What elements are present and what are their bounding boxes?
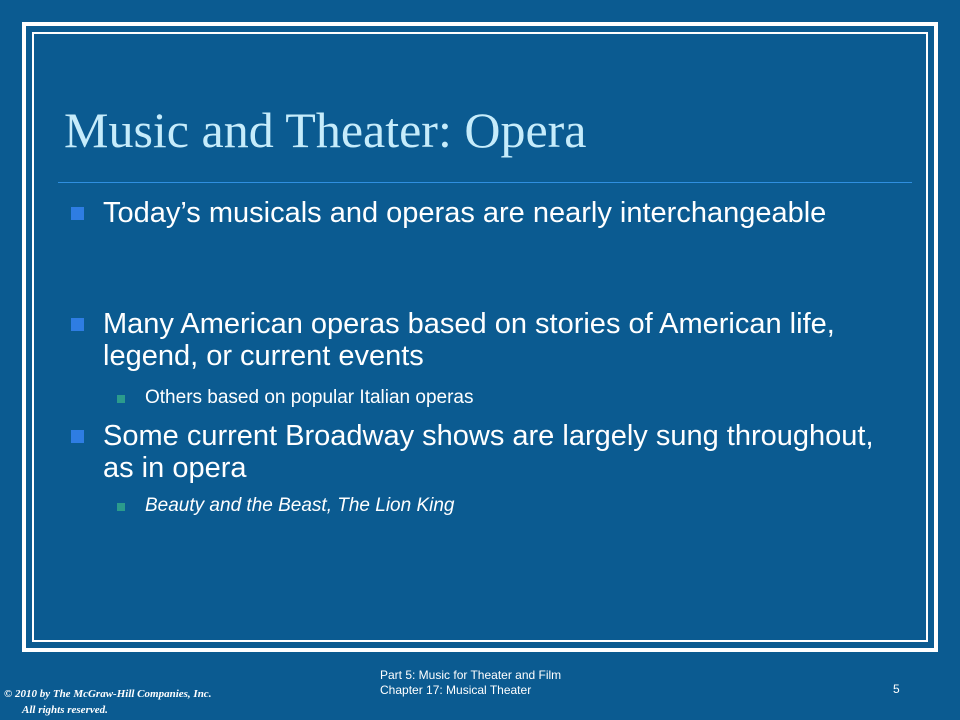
bullet-text: Some current Broadway shows are largely sung throughout, as in opera: [103, 420, 874, 484]
sub-bullet-marker: [117, 395, 125, 403]
footer-caption: [380, 668, 620, 698]
bullet-text: Many American operas based on stories of American life, legend, or current events: [103, 308, 835, 372]
copyright-notice: [4, 686, 211, 718]
sub-bullet-text: Beauty and the Beast, The Lion King: [145, 495, 455, 516]
footer-part: Part 5: Music for Theater and Film: [380, 668, 562, 682]
bullet-text: Today’s musicals and operas are nearly interchangeable: [103, 197, 827, 229]
footer-chapter: Chapter 17: Musical Theater: [380, 683, 532, 697]
bullet-marker: [71, 318, 84, 331]
page-number: 5: [893, 682, 900, 696]
sub-bullet-text: Others based on popular Italian operas: [145, 387, 474, 408]
bullet-marker: [71, 430, 84, 443]
slide-title: Music and Theater: Opera: [64, 102, 587, 158]
copyright-line: All rights reserved.: [22, 704, 108, 716]
title-divider: [58, 182, 912, 183]
bullet-marker: [71, 207, 84, 220]
sub-bullet-marker: [117, 503, 125, 511]
copyright-line: © 2010 by The McGraw-Hill Companies, Inc.: [4, 688, 212, 700]
